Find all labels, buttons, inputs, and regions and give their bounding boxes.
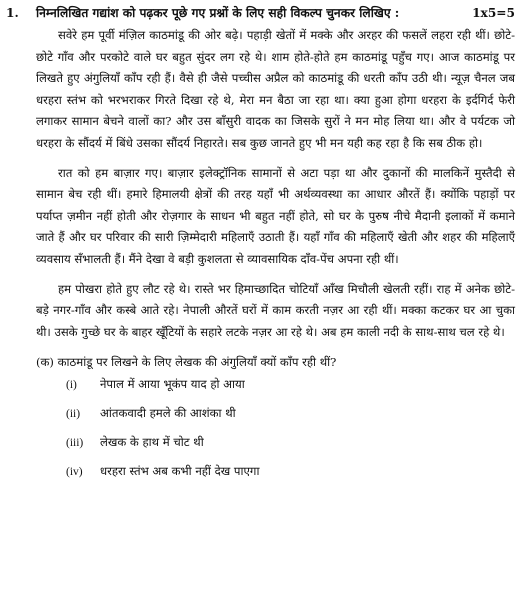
option-ii[interactable] [66,406,515,435]
option-label: (iv) [66,466,83,479]
option-label: (iii) [66,437,84,450]
option-text: लेखक के हाथ में चोट थी [100,435,204,450]
passage-paragraph-2: रात को हम बाज़ार गए। बाज़ार इलेक्ट्रॉनिक सामानों से अटा पड़ा था और दुकानों की मालकिनें मुस्तैदी से सामान बेच रही थीं। हमारे हिमालयी क्षेत्रों की तरह यहाँ भी अर्थव्यवस्था का आधार औरतें हैं। क्योंकि पहाड़ों पर पर्याप्त ज़मीन नहीं होती और रोज़गार के साधन भी बहुत नहीं होते, सो घर के पुरुष नीचे मैदानी इलाकों में कमाने जाते हैं और घर परिवार की सारी ज़िम्मेदारी महिलाएँ उठाती हैं। यहाँ गाँव की महिलाएँ खेती और शहर की महिलाएँ व्यवसाय सँभालती हैं। मैंने देखा वे बड़ी कुशलता से व्यावसायिक दाँव-पेंच अपना रही थीं। [36,165,515,266]
question-header [6,4,515,23]
option-iii[interactable] [66,435,515,464]
sub-question-ka: (क) काठमांडू पर लिखने के लिए लेखक की अंगुलियाँ क्यों काँप रही थीं? [36,355,337,370]
option-label: (ii) [66,408,81,421]
option-label: (i) [66,379,77,392]
answer-options [66,377,515,493]
passage-paragraph-1: सवेरे हम पूर्वी मंज़िल काठमांडू की ओर बढ़े। पहाड़ी खेतों में मक्के और अरहर की फसलें लहरा रही थीं। छोटे-छोटे गाँव और परकोटे वाले घर बहुत सुंदर लग रहे थे। शाम होते-होते हम काठमांडू पहुँच गए। आज काठमांडू पर लिखते हुए अंगुलियाँ काँप रही हैं। वैसे ही जैसे पच्चीस अप्रैल को काठमांडू की धरती काँप उठी थी। न्यूज़ चैनल जब धरहरा स्तंभ को भरभराकर गिरते दिखा रहे थे, मेरा मन बैठा जा रहा था। क्या हुआ होगा धरहरा के इर्दगिर्द फेरी लगाकर सामान बेचने वालों का? और उस बाँसुरी वादक का जिसके सुरों ने मन मोह लिया था। और वे पर्यटक जो धरहरा के सौंदर्य में बिंधे उसका सौंदर्य निहारते। सब कुछ जानते हुए भी मन यही कह रहा है कि सब ठीक हो। [36,28,515,150]
question-marks: 1x5=5 [472,6,515,20]
passage [36,25,515,343]
option-text: धरहरा स्तंभ अब कभी नहीं देख पाएगा [100,464,260,479]
option-text: नेपाल में आया भूकंप याद हो आया [100,377,245,392]
option-i[interactable] [66,377,515,406]
option-text: आंतकवादी हमले की आशंका थी [100,406,236,421]
question-instruction: निम्नलिखित गद्यांश को पढ़कर पूछे गए प्रश्नों के लिए सही विकल्प चुनकर लिखिए : [36,6,400,20]
question-number: 1. [6,6,19,20]
passage-paragraph-3: हम पोखरा होते हुए लौट रहे थे। रास्ते भर हिमाच्छादित चोटियाँ आँख मिचौली खेलती रहीं। राह में अनेक छोटे-बड़े नगर-गाँव और कस्बे आते रहे। नेपाली औरतें घरों में काम करती नज़र आ रही थीं। मक्का कटकर घर आ चुका थी। उसके गुच्छे घर के बाहर खूँटियों के सहारे लटके नज़र आ रहे थे। अब हम काली नदी के साथ-साथ चल रहे थे। [36,281,515,339]
option-iv[interactable] [66,464,515,493]
